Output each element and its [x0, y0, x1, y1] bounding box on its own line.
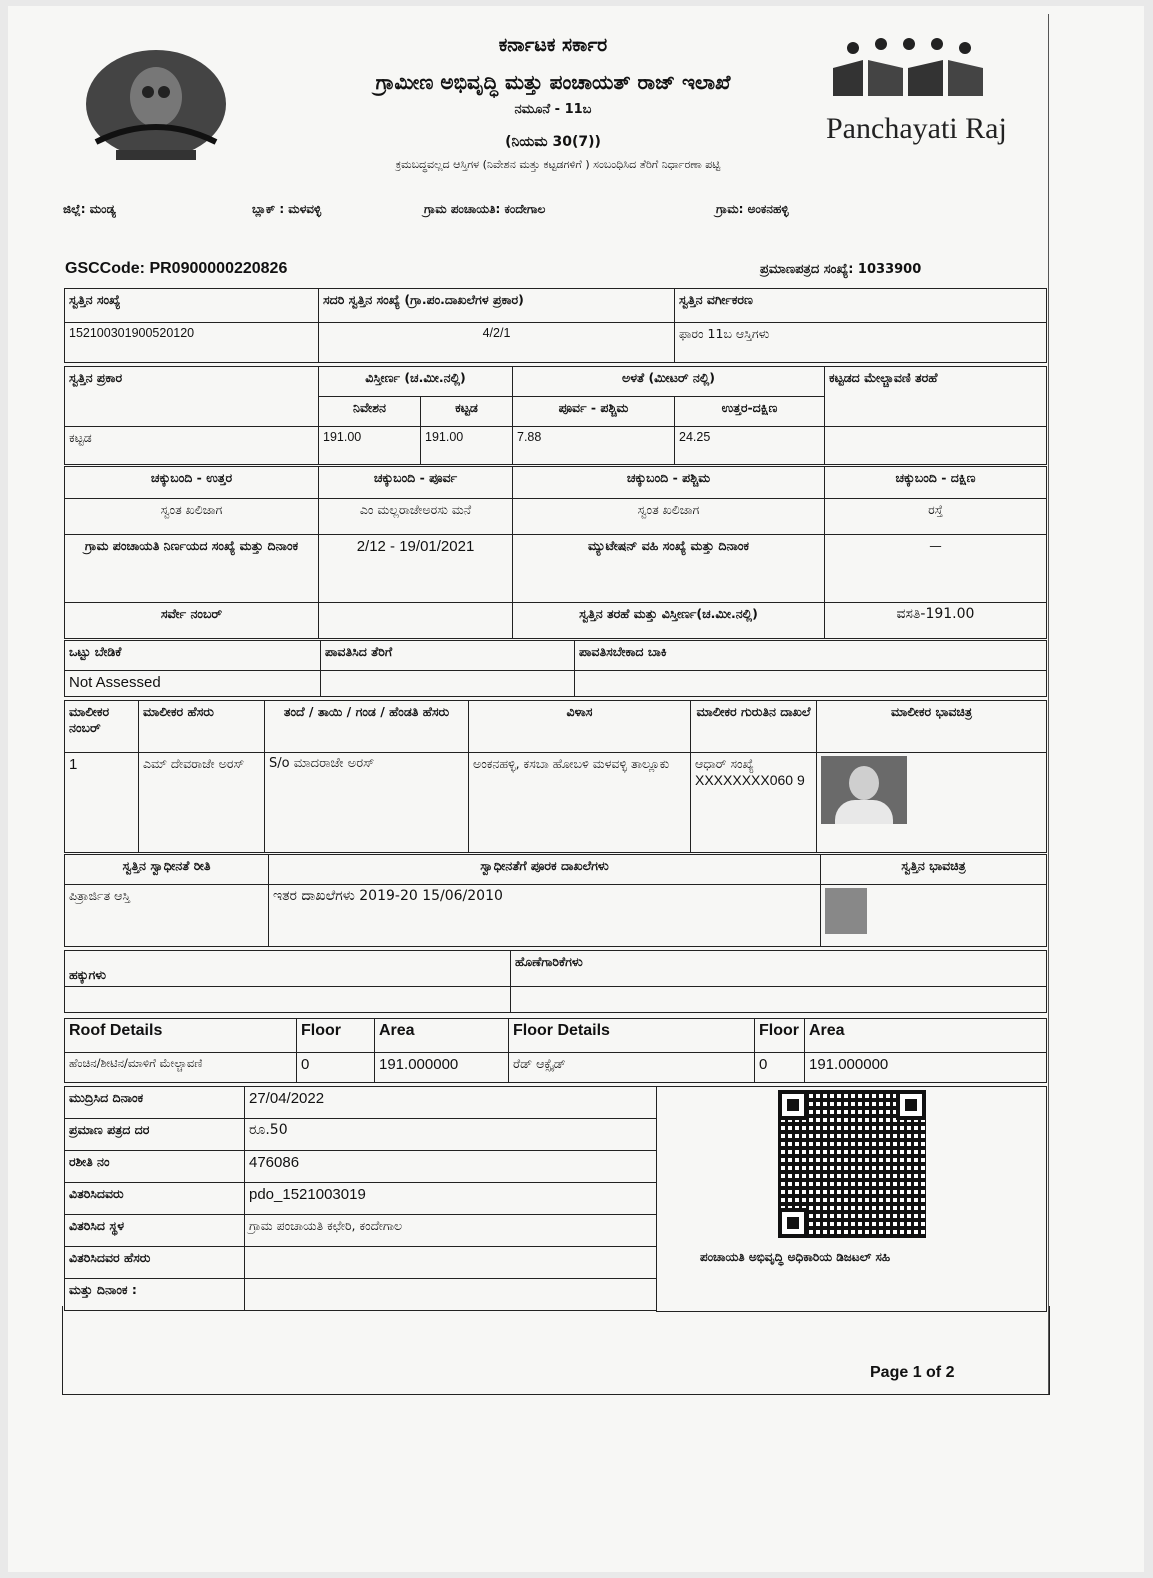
logo-text: Panchayati Raj [826, 112, 1007, 145]
south-header: ಚಕ್ಕುಬಂದಿ - ದಕ್ಷಿಣ [825, 467, 1047, 499]
owner-no-header: ಮಾಲೀಕರ ನಂಬರ್ [65, 701, 139, 753]
govt-title: ಕರ್ನಾಟಕ ಸರ್ಕಾರ [498, 34, 608, 56]
fee-value: ರೂ.50 [245, 1119, 657, 1151]
issuer-label: ವಿತರಿಸಿದವರು [65, 1183, 245, 1215]
place-value: ಗ್ರಾಮ ಪಂಚಾಯತಿ ಕಛೇರಿ, ಕಂದೇಗಾಲ [245, 1215, 657, 1247]
owner-name-header: ಮಾಲೀಕರ ಹೆಸರು [139, 701, 265, 753]
north-header: ಚಕ್ಕುಬಂದಿ - ಉತ್ತರ [65, 467, 319, 499]
north-south-header: ಉತ್ತರ-ದಕ್ಷಿಣ [675, 397, 825, 427]
receipt-label: ರಶೀತಿ ನಂ [65, 1151, 245, 1183]
north-south-value: 24.25 [675, 427, 825, 465]
date-label: ಮತ್ತು ದಿನಾಂಕ : [65, 1279, 245, 1311]
document-page [8, 6, 1144, 1572]
class-value: ಫಾರಂ 11ಬ ಆಸ್ತಿಗಳು [675, 323, 1047, 363]
site-header: ನಿವೇಶನ [319, 397, 421, 427]
prop-no-value: 152100301900520120 [65, 323, 319, 363]
sadari-header: ಸದರಿ ಸ್ವತ್ತಿನ ಸಂಖ್ಯೆ (ಗ್ರಾ.ಪಂ.ದಾಖಲೆಗಳ ಪ್ರಕಾರ) [319, 289, 675, 323]
ownership-mode-value: ಪಿತ್ರಾರ್ಜಿತ ಆಸ್ತಿ [65, 885, 269, 947]
page-edge [64, 14, 1049, 1394]
mutation-header: ಮ್ಯುಟೇಷನ್ ವಹಿ ಸಂಖ್ಯೆ ಮತ್ತು ದಿನಾಂಕ [513, 535, 825, 603]
ownership-docs-header: ಸ್ವಾಧೀನತೆಗೆ ಪೂರಕ ದಾಖಲೆಗಳು [269, 855, 821, 885]
ownership-docs-value: ಇತರ ದಾಖಲೆಗಳು 2019-20 15/06/2010 [269, 885, 821, 947]
roof-header: ಕಟ್ಟಡದ ಮೇಲ್ಚಾವಣಿ ತರಹೆ [825, 367, 1047, 427]
district: ಜಿಲ್ಲೆ: ಮಂಡ್ಯ [63, 202, 116, 216]
fee-label: ಪ್ರಮಾಣ ಪತ್ರದ ದರ [65, 1119, 245, 1151]
parent-value: S/o ಮಾದರಾಜೇ ಅರಸ್ [265, 753, 469, 853]
roof-details-header: Roof Details [65, 1019, 297, 1053]
area-header: ವಿಸ್ತೀರ್ಣ (ಚ.ಮೀ.ನಲ್ಲಿ) [319, 367, 513, 397]
printed-label: ಮುದ್ರಿಸಿದ ದಿನಾಂಕ [65, 1087, 245, 1119]
kind-value: ವಸತಿ-191.00 [825, 603, 1047, 639]
floor-area-header: Area [805, 1019, 1047, 1053]
east-west-value: 7.88 [513, 427, 675, 465]
floor-area-value: 191.000000 [805, 1053, 1047, 1083]
printed-value: 27/04/2022 [245, 1087, 657, 1119]
south-value: ರಸ್ತೆ [825, 499, 1047, 535]
roof-area-value: 191.000000 [375, 1053, 509, 1083]
property-photo-header: ಸ್ವತ್ತಿನ ಭಾವಚಿತ್ರ [821, 855, 1047, 885]
type-header: ಸ್ವತ್ತಿನ ಪ್ರಕಾರ [65, 367, 319, 427]
demand-header: ಒಟ್ಟು ಬೇಡಿಕೆ [65, 641, 321, 671]
rule-number: (ನಿಯಮ 30(7)) [505, 134, 601, 150]
roof-type-value: ಹೆಂಚಿನ/ಶೀಟಿನ/ಮಾಳಿಗೆ ಮೇಲ್ಚಾವಣಿ [65, 1053, 297, 1083]
east-west-header: ಪೂರ್ವ - ಪಶ್ಚಿಮ [513, 397, 675, 427]
owner-no-value: 1 [65, 753, 139, 853]
prop-no-header: ಸ್ವತ್ತಿನ ಸಂಖ್ಯೆ [65, 289, 319, 323]
gsc-code: GSCCode: PR0900000220826 [65, 260, 288, 277]
roof-floor-header: Floor [297, 1019, 375, 1053]
floor-floor-value: 0 [755, 1053, 805, 1083]
survey-header: ಸರ್ವೇ ನಂಬರ್ [65, 603, 319, 639]
dims-header: ಅಳತೆ (ಮೀಟರ್ ನಲ್ಲಿ) [513, 367, 825, 397]
demand-value: Not Assessed [65, 671, 321, 697]
rights-header: ಹಕ್ಕುಗಳು [65, 951, 511, 987]
ownership-mode-header: ಸ್ವತ್ತಿನ ಸ್ವಾಧೀನತೆ ರೀತಿ [65, 855, 269, 885]
gram-panchayat: ಗ್ರಾಮ ಪಂಚಾಯತಿ: ಕಂದೇಗಾಲ [424, 202, 546, 216]
east-value: ಎಂ ಮಲ್ಲರಾಜೇಅರಸು ಮನೆ [319, 499, 513, 535]
floor-type-value: ರೆಡ್ ಆಕ್ಸೈಡ್ [509, 1053, 755, 1083]
gp-resolution-header: ಗ್ರಾಮ ಪಂಚಾಯತಿ ನಿರ್ಣಯದ ಸಂಖ್ಯೆ ಮತ್ತು ದಿನಾಂಕ [65, 535, 319, 603]
paid-header: ಪಾವತಿಸಿದ ತೆರಿಗೆ [321, 641, 575, 671]
building-header: ಕಟ್ಟಡ [421, 397, 513, 427]
digital-signature-caption: ಪಂಚಾಯತಿ ಅಭಿವೃದ್ಧಿ ಅಧಿಕಾರಿಯ ಡಿಜಟಲ್ ಸಹಿ [700, 1250, 891, 1264]
receipt-value: 476086 [245, 1151, 657, 1183]
kind-header: ಸ್ವತ್ತಿನ ತರಹೆ ಮತ್ತು ವಿಸ್ತೀರ್ಣ(ಚ.ಮೀ.ನಲ್ಲಿ) [513, 603, 825, 639]
north-value: ಸ್ವಂತ ಖಲಿಜಾಗ [65, 499, 319, 535]
west-header: ಚಕ್ಕುಬಂದಿ - ಪಶ್ಚಿಮ [513, 467, 825, 499]
issuer-value: pdo_1521003019 [245, 1183, 657, 1215]
gp-resolution-value: 2/12 - 19/01/2021 [319, 535, 513, 603]
village: ಗ್ರಾಮ: ಅಂಕನಹಳ್ಳಿ [716, 202, 789, 216]
due-header: ಪಾವತಿಸಬೇಕಾದ ಬಾಕಿ [575, 641, 1047, 671]
address-value: ಅಂಕನಹಳ್ಳಿ, ಕಸಬಾ ಹೋಬಳಿ ಮಳವಳ್ಳಿ ತಾಲ್ಲೂಕು [469, 753, 691, 853]
class-header: ಸ್ವತ್ತಿನ ವರ್ಗೀಕರಣ [675, 289, 1047, 323]
site-value: 191.00 [319, 427, 421, 465]
sadari-value: 4/2/1 [319, 323, 675, 363]
certificate-number: ಪ್ರಮಾಣಪತ್ರದ ಸಂಖ್ಯೆ: 1033900 [760, 262, 922, 277]
building-value: 191.00 [421, 427, 513, 465]
mutation-value: — [825, 535, 1047, 603]
form-subtitle: ಕ್ರಮಬದ್ಧವಲ್ಲದ ಆಸ್ತಿಗಳ (ನಿವೇಶನ ಮತ್ತು ಕಟ್ಟಡಗಳಿಗೆ ) ಸಂಬಂಧಿಸಿದ ತೆರಿಗೆ ನಿರ್ಧಾರಣಾ ಪಟ್ಟಿ [395, 158, 721, 171]
issuer-name-label: ವಿತರಿಸಿದವರ ಹೆಸರು [65, 1247, 245, 1279]
photo-header: ಮಾಲೀಕರ ಭಾವಚಿತ್ರ [817, 701, 1047, 753]
page-number: Page 1 of 2 [870, 1364, 955, 1381]
roof-area-header: Area [375, 1019, 509, 1053]
owner-name-value: ಎಮ್ ದೇವರಾಜೇ ಅರಸ್ [139, 753, 265, 853]
place-label: ವಿತರಿಸಿದ ಸ್ಥಳ [65, 1215, 245, 1247]
roof-floor-value: 0 [297, 1053, 375, 1083]
west-value: ಸ್ವಂತ ಖಲಿಜಾಗ [513, 499, 825, 535]
address-header: ವಿಳಾಸ [469, 701, 691, 753]
parent-header: ತಂದೆ / ತಾಯಿ / ಗಂಡ / ಹೆಂಡತಿ ಹೆಸರು [265, 701, 469, 753]
floor-details-header: Floor Details [509, 1019, 755, 1053]
department-title: ಗ್ರಾಮೀಣ ಅಭಿವೃದ್ಧಿ ಮತ್ತು ಪಂಚಾಯತ್ ರಾಜ್ ಇಲಾಖೆ [375, 70, 731, 94]
east-header: ಚಕ್ಕುಬಂದಿ - ಪೂರ್ವ [319, 467, 513, 499]
floor-floor-header: Floor [755, 1019, 805, 1053]
block: ಬ್ಲಾಕ್ : ಮಳವಳ್ಳಿ [252, 202, 322, 216]
id-header: ಮಾಲೀಕರ ಗುರುತಿನ ದಾಖಲೆ [691, 701, 817, 753]
type-value: ಕಟ್ಟಡ [65, 427, 319, 465]
id-value: XXXXXXXX060 9 [695, 772, 805, 788]
form-number: ನಮೂನೆ - 11ಬ [514, 102, 592, 117]
id-label: ಆಧಾರ್ ಸಂಖ್ಯೆ [695, 756, 754, 771]
liabilities-header: ಹೊಣೆಗಾರಿಕೆಗಳು [511, 951, 1047, 987]
